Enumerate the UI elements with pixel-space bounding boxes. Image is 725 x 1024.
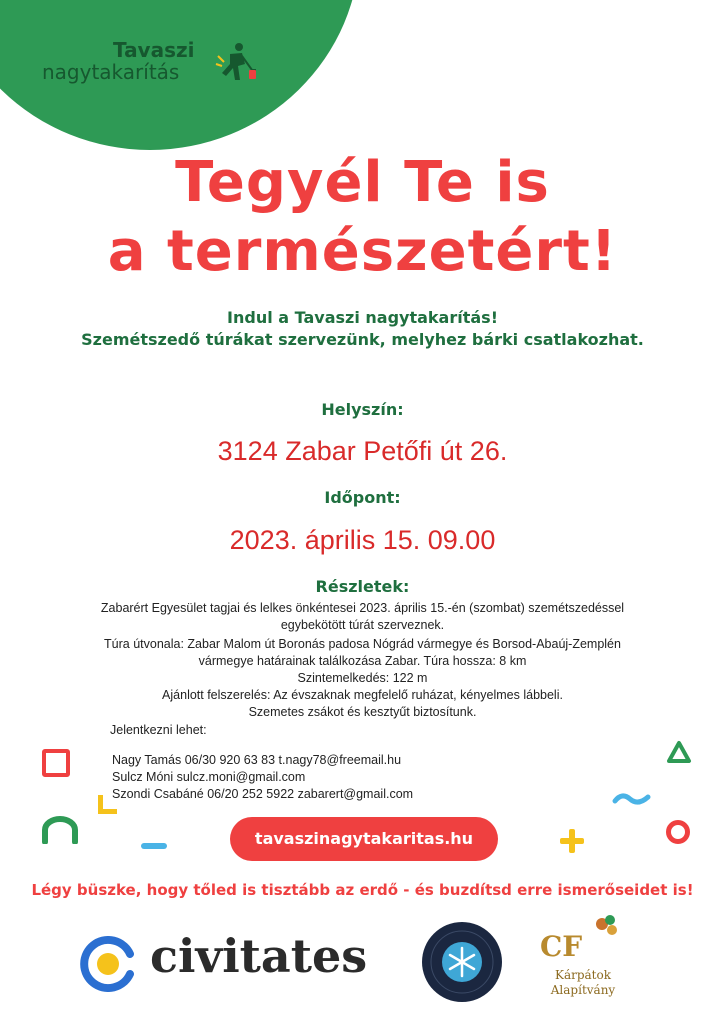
karpatok-line1: Kárpátok <box>554 968 611 982</box>
civitates-logo-icon <box>80 936 136 992</box>
tree-leaves-icon <box>590 912 620 942</box>
contact-3[interactable]: Szondi Csabáné 06/20 252 5922 zabarert@gmail.com <box>112 787 414 801</box>
headline-line2: a természetért! <box>107 219 618 284</box>
red-square-shape <box>42 749 70 777</box>
yellow-plus-shape-v <box>569 829 575 853</box>
details-line-6: Ajánlott felszerelés: Az évszaknak megfelelő ruházat, kényelmes lábbeli. <box>162 688 563 702</box>
karpatok-cf-logo: CF <box>540 930 583 963</box>
details-line-2: egybekötött túrát szerveznek. <box>280 618 445 632</box>
yellow-corner-shape <box>98 795 117 814</box>
intro-line2: Szemétszedő túrákat szervezünk, melyhez bárki csatlakozhat. <box>81 330 644 349</box>
cleaning-worker-icon <box>212 40 258 86</box>
details-line-4: vármegye határainak találkozása Zabar. Túra hossza: 8 km <box>198 654 527 668</box>
green-arch-shape <box>40 816 80 844</box>
blue-dash-shape <box>141 843 167 849</box>
location-value: 3124 Zabar Petőfi út 26. <box>217 436 508 466</box>
civitates-wordmark: civitates <box>150 929 368 983</box>
signup-label: Jelentkezni lehet: <box>110 723 207 737</box>
time-value: 2023. április 15. 09.00 <box>229 525 496 555</box>
brand-line1: Tavaszi <box>113 38 195 62</box>
blue-wave-shape <box>612 789 652 809</box>
location-label: Helyszín: <box>321 400 404 419</box>
details-line-1: Zabarért Egyesület tagjai és lelkes önkéntesei 2023. április 15.-én (szombat) szemétszedéssel <box>100 601 625 615</box>
brand-line2: nagytakarítás <box>42 60 180 84</box>
red-ring-shape <box>666 820 690 844</box>
contact-2[interactable]: Sulcz Móni sulcz.moni@gmail.com <box>112 770 306 784</box>
slogan: Légy büszke, hogy tőled is tisztább az erdő - és buzdítsd erre ismerőseidet is! <box>31 881 694 899</box>
green-triangle-shape <box>666 740 692 764</box>
website-link-button[interactable]: tavaszinagytakaritas.hu <box>230 817 498 861</box>
time-label: Időpont: <box>324 488 401 507</box>
snowflake-emblem-icon <box>420 920 504 1004</box>
karpatok-line2: Alapítvány <box>550 983 616 997</box>
details-line-5: Szintemelkedés: 122 m <box>297 671 428 685</box>
details-line-7: Szemetes zsákot és kesztyűt biztosítunk. <box>248 705 477 719</box>
details-line-3: Túra útvonala: Zabar Malom út Boronás padosa Nógrád vármegye és Borsod-Abaúj-Zemplén <box>104 637 621 651</box>
headline-line1: Tegyél Te is <box>175 150 550 215</box>
intro-line1: Indul a Tavaszi nagytakarítás! <box>227 308 498 327</box>
contact-1[interactable]: Nagy Tamás 06/30 920 63 83 t.nagy78@freemail.hu <box>112 753 402 767</box>
details-label: Részletek: <box>315 577 410 596</box>
